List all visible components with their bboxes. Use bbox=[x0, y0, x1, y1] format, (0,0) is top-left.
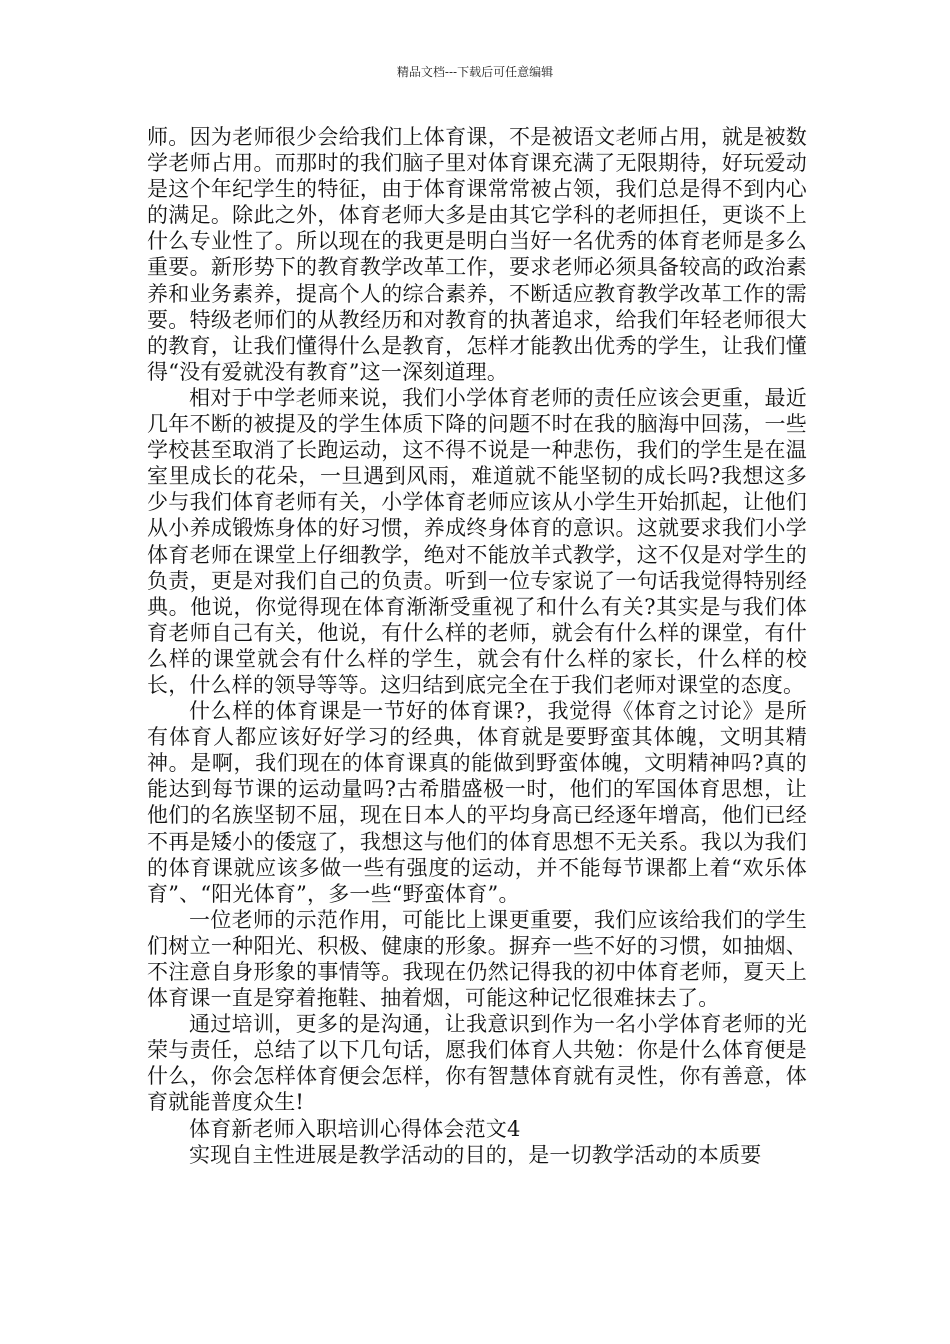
paragraph-4: 一位老师的示范作用，可能比上课更重要，我们应该给我们的学生们树立一种阳光、积极、健康的形象。摒弃一些不好的习惯，如抽烟、不注意自身形象的事情等。我现在仍然记得我的初中体育老师，夏天上体育课一直是穿着拖鞋、抽着烟，可能这种记忆很难抹去了。 bbox=[147, 907, 807, 1011]
paragraph-6: 实现自主性进展是教学活动的目的，是一切教学活动的本质要 bbox=[189, 1142, 762, 1167]
paragraph-5: 通过培训，更多的是沟通，让我意识到作为一名小学体育老师的光荣与责任，总结了以下几句话，愿我们体育人共勉：你是什么体育便是什么，你会怎样体育便会怎样，你有智慧体育就有灵性，你有善意，体育就能普度众生! bbox=[147, 1012, 807, 1115]
paragraph-3: 什么样的体育课是一节好的体育课?，我觉得《体育之讨论》是所有体育人都应该好好学习的经典，体育就是要野蛮其体魄，文明其精神。是啊，我们现在的体育课真的能做到野蛮体魄，文明精神吗?真的能达到每节课的运动量吗?古希腊盛极一时，他们的军国体育思想，让他们的名族坚韧不屈，现在日本人的平均身高已经逐年增高，他们已经不再是矮小的倭寇了，我想这与他们的体育思想不无关系。我以为我们的体育课就应该多做一些有强度的运动，并不能每节课都上着“欢乐体育”、“阳光体育”，多一些“野蛮体育”。 bbox=[147, 699, 807, 906]
document-body bbox=[147, 124, 807, 1168]
paragraph-2: 相对于中学老师来说，我们小学体育老师的责任应该会更重，最近几年不断的被提及的学生体质下降的问题不时在我的脑海中回荡，一些学校甚至取消了长跑运动，这不得不说是一种悲伤，我们的学生是在温室里成长的花朵，一旦遇到风雨，难道就不能坚韧的成长吗?我想这多少与我们体育老师有关，小学体育老师应该从小学生开始抓起，让他们从小养成锻炼身体的好习惯，养成终身体育的意识。这就要求我们小学体育老师在课堂上仔细教学，绝对不能放羊式教学，这不仅是对学生的负责，更是对我们自己的负责。听到一位专家说了一句话我觉得特别经典。他说，你觉得现在体育渐渐受重视了和什么有关?其实是与我们体育老师自己有关，他说，有什么样的老师，就会有什么样的课堂，有什么样的课堂就会有什么样的学生，就会有什么样的家长，什么样的校长，什么样的领导等等。这归结到底完全在于我们老师对课堂的态度。 bbox=[147, 385, 807, 697]
paragraph-1: 师。因为老师很少会给我们上体育课，不是被语文老师占用，就是被数学老师占用。而那时的我们脑子里对体育课充满了无限期待，好玩爱动是这个年纪学生的特征，由于体育课常常被占领，我们总是得不到内心的满足。除此之外，体育老师大多是由其它学科的老师担任，更谈不上什么专业性了。所以现在的我更是明白当好一名优秀的体育老师是多么重要。新形势下的教育教学改革工作，要求老师必须具备较高的政治素养和业务素养，提高个人的综合素养，不断适应教育教学改革工作的需要。特级老师们的从教经历和对教育的执著追求，给我们年轻老师很大的教育，让我们懂得什么是教育，怎样才能教出优秀的学生，让我们懂得“没有爱就没有教育”这一深刻道理。 bbox=[147, 125, 807, 384]
section-heading: 体育新老师入职培训心得体会范文4 bbox=[189, 1116, 521, 1141]
page-header: 精品文档---下载后可任意编辑 bbox=[396, 65, 554, 79]
